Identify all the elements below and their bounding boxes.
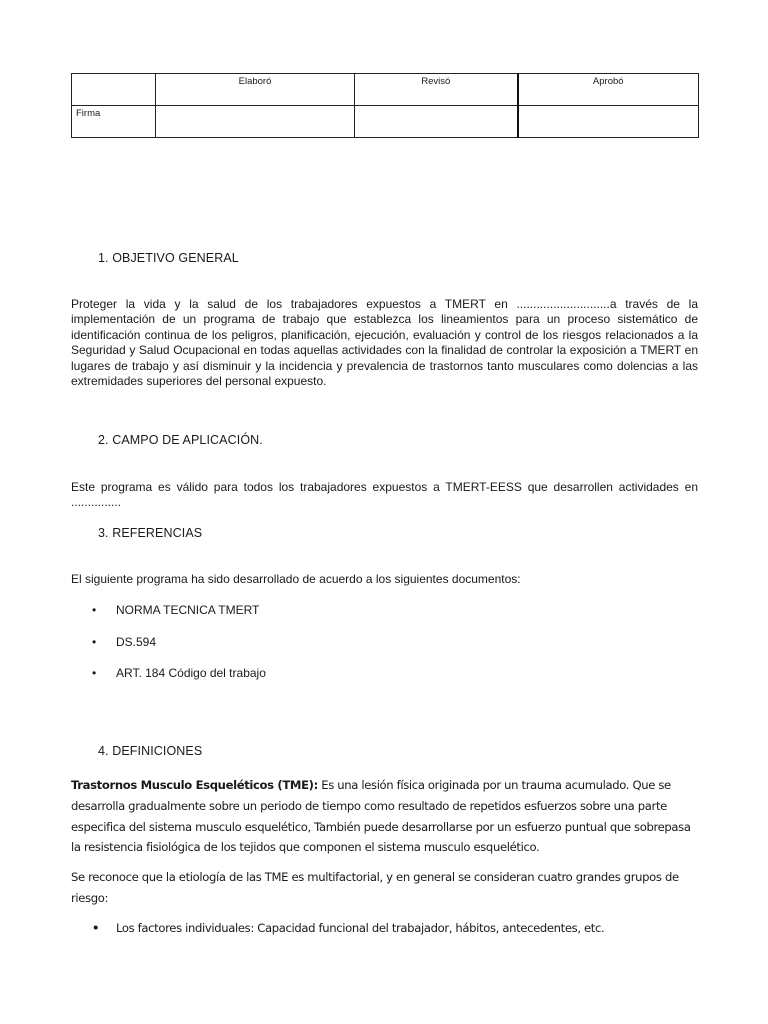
table-header-row bbox=[72, 74, 699, 106]
col-elaboro: Elaboró bbox=[156, 74, 355, 106]
bullet-icon: • bbox=[92, 921, 100, 935]
list-item-text: ART. 184 Código del trabajo bbox=[116, 666, 266, 680]
col-aprobo: Aprobó bbox=[518, 74, 699, 106]
firma-elaboro-cell bbox=[156, 106, 355, 138]
firma-aprobo-cell bbox=[518, 106, 699, 138]
section-1-heading: 1. OBJETIVO GENERAL bbox=[98, 251, 239, 265]
list-item bbox=[92, 603, 259, 617]
list-item bbox=[92, 666, 266, 680]
firma-reviso-cell bbox=[355, 106, 518, 138]
col-reviso: Revisó bbox=[355, 74, 518, 106]
definition-text: Es una lesión física originada por un trauma acumulado. Que se desarrolla gradualmente sobre un periodo de tiempo como resultado de repetidos esfuerzos sobre una parte especifica del sistema musculo esquelético, También puede desarrollarse por un esfuerzo puntual que sobrepasa la resistencia fisiológica de los tejidos que componen el sistema musculo esquelético. bbox=[71, 778, 691, 855]
signature-table bbox=[71, 73, 699, 138]
row-label-firma: Firma bbox=[72, 106, 156, 138]
bullet-icon: • bbox=[92, 666, 97, 680]
section-3-intro: El siguiente programa ha sido desarrollado de acuerdo a los siguientes documentos: bbox=[71, 572, 521, 586]
list-item bbox=[92, 635, 156, 649]
section-4-heading: 4. DEFINICIONES bbox=[98, 744, 203, 758]
section-3-heading: 3. REFERENCIAS bbox=[98, 526, 203, 540]
section-2-heading: 2. CAMPO DE APLICACIÓN. bbox=[98, 433, 263, 447]
section-4-paragraph-2: Se reconoce que la etiología de las TME es multifactorial, y en general se consideran cuatro grandes grupos de riesgo: bbox=[71, 870, 679, 905]
list-item-text: DS.594 bbox=[116, 635, 157, 649]
definition-term: Trastornos Musculo Esqueléticos (TME): bbox=[71, 778, 318, 792]
table-row-firma bbox=[72, 106, 699, 138]
section-4-definition bbox=[71, 775, 701, 858]
bullet-icon: • bbox=[92, 603, 97, 617]
table-corner-cell bbox=[72, 74, 156, 106]
bullet-icon: • bbox=[92, 635, 97, 649]
list-item-text: Los factores individuales: Capacidad funcional del trabajador, hábitos, antecedentes, etc. bbox=[116, 921, 605, 935]
list-item-text: NORMA TECNICA TMERT bbox=[116, 603, 260, 617]
section-2-text: Este programa es válido para todos los trabajadores expuestos a TMERT-EESS que desarrollen actividades en ............... bbox=[71, 480, 698, 510]
list-item bbox=[92, 921, 604, 935]
section-1-text: Proteger la vida y la salud de los trabajadores expuestos a TMERT en ............................a través de la implementación de un programa de trabajo que establezca los lineamientos para un proceso sistemático de identificación continua de los peligros, planificación, ejecución, evaluación y control de los riesgos relacionados a la Seguridad y Salud Ocupacional en todas aquellas actividades con la finalidad de controlar la exposición a TMERT en lugares de trabajo y así disminuir y la incidencia y prevalencia de trastornos tanto musculares como dolencias a las extremidades superiores del personal expuesto. bbox=[71, 297, 698, 389]
